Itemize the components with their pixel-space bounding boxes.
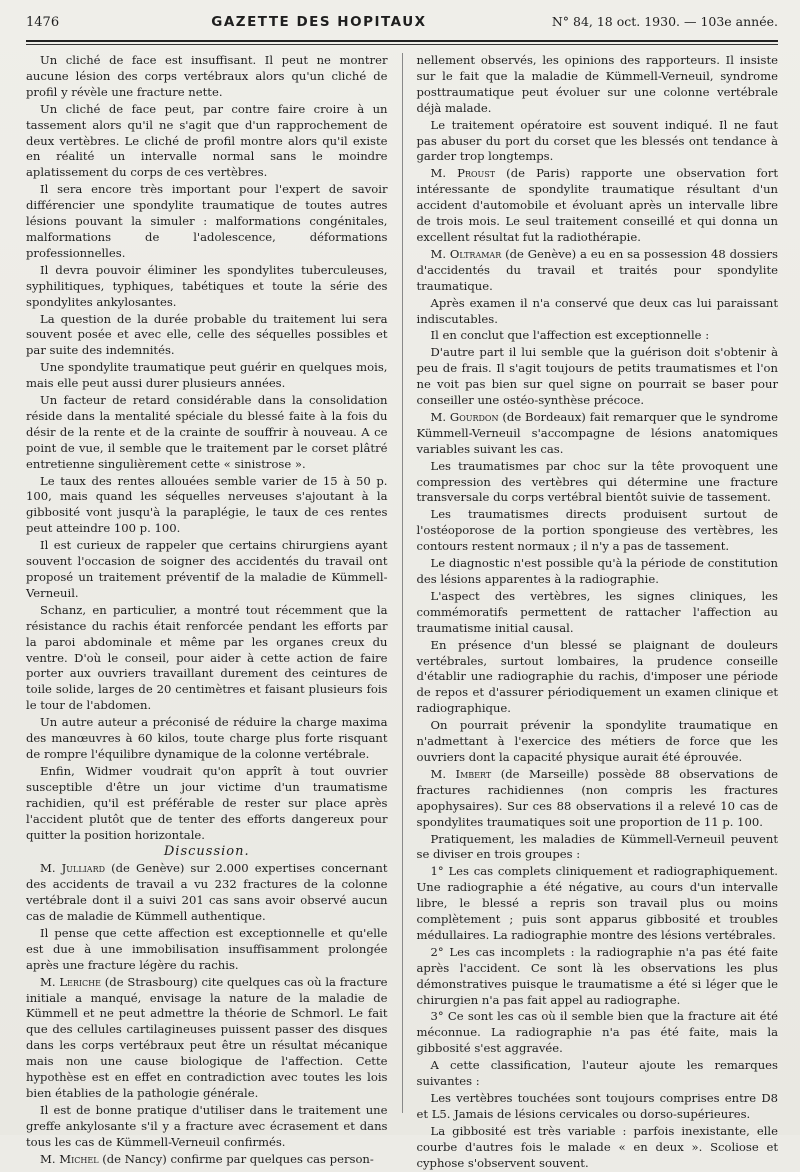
paragraph: Il sera encore très important pour l'expert de savoir différencier une spondylite traumatique de toutes autres lésions pouvant la simuler : malformations congénitales, malformations de l'adolescence, déformations professionnelles. bbox=[26, 182, 388, 260]
paragraph: Il est de bonne pratique d'utiliser dans le traitement une greffe ankylosante s'il y a fracture avec écrasement et dans tous les cas de Kümmell-Verneuil confirmés. bbox=[26, 1102, 388, 1149]
paragraph: Un cliché de face est insuffisant. Il peut ne montrer aucune lésion des corps vertébraux alors qu'un cliché de profil y révèle une fracture nette. bbox=[26, 53, 388, 99]
header-rule bbox=[26, 40, 778, 42]
speaker-name: M. Leriche bbox=[40, 974, 101, 989]
paragraph: Un facteur de retard considérable dans la consolidation réside dans la mentalité spéciale du blessé faite à la fois du désir de la rente et de la crainte de souffrir à nouveau. A ce point de vue, il semble que le traitement par le corset plâtré entretienne singulièrement cette « sinistrose ». bbox=[26, 393, 388, 471]
header-rule-thin bbox=[26, 44, 778, 45]
paragraph: Le traitement opératoire est souvent indiqué. Il ne faut pas abuser du port du corset que les blessés ont tendance à garder trop longtemps. bbox=[416, 117, 778, 164]
speaker-name: M. Oltramar bbox=[430, 246, 502, 261]
paragraph bbox=[417, 767, 779, 831]
section-heading-discussion: Discussion. bbox=[163, 844, 250, 860]
paragraph: Il pense que cette affection est exceptionnelle et qu'elle est due à une immobilisation insuffisamment prolongée après une fracture légère du rachis. bbox=[26, 925, 388, 972]
paragraph: L'aspect des vertèbres, les signes cliniques, les commémoratifs permettent de rattacher l'affection au traumatisme initial causal. bbox=[416, 588, 778, 635]
paragraph: Pratiquement, les maladies de Kümmell-Verneuil peuvent se diviser en trois groupes : bbox=[416, 831, 778, 862]
speaker-name: M. Michel bbox=[40, 1151, 99, 1166]
paragraph: En présence d'un blessé se plaignant de douleurs vertébrales, surtout lombaires, la prudence conseille d'établir une radiographie du rachis, d'imposer une période de repos et d'assurer périodiquement un examen clinique et radiographique. bbox=[416, 637, 778, 716]
paragraph bbox=[26, 861, 388, 925]
paragraph: Enfin, Widmer voudrait qu'on apprît à tout ouvrier susceptible d'être un jour victime d'un traumatisme rachidien, qu'il est préférable de rester sur place après l'accident plutôt que de tenter des efforts dangereux pour quitter la position horizontale. bbox=[26, 763, 388, 842]
paragraph: La question de la durée probable du traitement lui sera souvent posée et avec elle, celle des séquelles possibles et par suite des indemnités. bbox=[26, 311, 388, 358]
paragraph: Un autre auteur a préconisé de réduire la charge maxima des manœuvres à 60 kilos, toute charge plus forte risquant de rompre l'équilibre dynamique de la colonne vertébrale. bbox=[26, 715, 388, 761]
paragraph: 2° Les cas incomplets : la radiographie n'a pas été faite après l'accident. Ce sont là les observations les plus démonstratives puisque le traumatisme a été si léger que le chirurgien n'a pas fait appel au radiographe. bbox=[416, 944, 778, 1007]
paragraph: Il devra pouvoir éliminer les spondylites tuberculeuses, syphilitiques, typhiques, tabétiques et toute la série des spondylites ankylosantes. bbox=[26, 262, 388, 309]
paragraph: Un cliché de face peut, par contre faire croire à un tassement alors qu'il ne s'agit que d'un rapprochement de deux vertèbres. Le cliché de profil montre alors qu'il existe en réalité un intervalle normal sans le moindre aplatissement du corps de ces vertèbres. bbox=[26, 101, 388, 180]
paragraph: A cette classification, l'auteur ajoute les remarques suivantes : bbox=[416, 1058, 778, 1089]
left-column bbox=[26, 53, 403, 1166]
paragraph: La gibbosité est très variable : parfois inexistante, elle courbe d'autres fois le malade « en deux ». Scoliose et cyphose s'observent souvent. bbox=[416, 1123, 778, 1170]
paragraph bbox=[417, 247, 779, 295]
paragraph-text: (de Nancy) confirme par quelques cas person- bbox=[98, 1151, 374, 1166]
paragraph bbox=[26, 975, 388, 1102]
paragraph: 1° Les cas complets cliniquement et radiographiquement. Une radiographie a été négative, au cours d'un intervalle libre, le blessé a repris son travail plus ou moins complètement ; puis sont apparus gibbosité et troubles médullaires. La radiographie montre des lésions vertébrales. bbox=[416, 864, 778, 942]
page-number: 1476 bbox=[26, 15, 60, 30]
paragraph bbox=[417, 410, 779, 458]
issue-info: N° 84, 18 oct. 1930. — 103e année. bbox=[551, 14, 778, 29]
speaker-name: M. Julliard bbox=[40, 861, 106, 876]
paragraph: Les vertèbres touchées sont toujours comprises entre D8 et L5. Jamais de lésions cervicales ou dorso-supérieures. bbox=[416, 1091, 778, 1121]
paragraph bbox=[417, 166, 779, 246]
page-header bbox=[26, 14, 778, 36]
paragraph: Schanz, en particulier, a montré tout récemment que la résistance du rachis était renforcée pendant les efforts par la paroi abdominale et même par les organes creux du ventre. D'où le conseil, pour aider à cette action de faire porter aux ouvriers travaillant durement des ceintures de toile solide, larges de 20 centimètres et faisant plusieurs fois le tour de l'abdomen. bbox=[26, 602, 388, 713]
speaker-name: M. Imbert bbox=[430, 766, 492, 781]
paragraph: Les traumatismes directs produisent surtout de l'ostéoporose de la portion spongieuse des vertèbres, les contours restent normaux ; il n'y a pas de tassement. bbox=[416, 507, 778, 554]
paragraph: Les traumatismes par choc sur la tête provoquent une compression des vertèbres qui détermine une fracture transversale du corps vertébral bientôt suivie de tassement. bbox=[416, 458, 778, 505]
paragraph: Après examen il n'a conservé que deux cas lui paraissant indiscutables. bbox=[416, 295, 778, 326]
article-columns bbox=[26, 53, 779, 1170]
paragraph-text: (de Genève) a eu en sa possession 48 dossiers d'accidentés du travail et traités pour spondylite traumatique. bbox=[416, 246, 778, 293]
paragraph-text: (de Strasbourg) cite quelques cas où la fracture initiale a manqué, envisage la nature de la maladie de Kümmell et ne peut admettre la théorie de Schmorl. Le fait que des cellules cartilagineuses puissent passer des disques dans les corps vertébraux peut être un résultat mécanique mais non une cause biologique de l'affection. Cette hypothèse est en effet en contradiction avec toutes les lois bien établies de la pathologie générale. bbox=[26, 974, 388, 1100]
paragraph-text: (de Genève) sur 2.000 expertises concernant des accidents de travail a vu 232 fractures de la colonne vertébrale dont il a suivi 201 cas sans avoir observé aucun cas de maladie de Kümmell authentique. bbox=[26, 861, 388, 924]
paragraph-text: (de Bordeaux) fait remarquer que le syndrome Kümmell-Verneuil s'accompagne de lésions anatomiques variables suivant les cas. bbox=[416, 409, 778, 456]
paragraph: D'autre part il lui semble que la guérison doit s'obtenir à peu de frais. Il s'agit toujours de petits traumatismes et l'on ne voit pas bien sur quel signe on pourrait se baser pour conseiller une ostéo-synthèse précoce. bbox=[416, 345, 778, 408]
paragraph-text: (de Paris) rapporte une observation fort intéressante de spondylite traumatique résultant d'un accident d'automobile et évoluant après un intervalle libre de trois mois. Le seul traitement conseillé et qui donna un excellent résultat fut la radiothérapie. bbox=[416, 166, 778, 244]
paragraph: 3° Ce sont les cas où il semble bien que la fracture ait été méconnue. La radiographie n'a pas été faite, mais la gibbosité s'est aggravée. bbox=[416, 1009, 778, 1056]
paragraph: On pourrait prévenir la spondylite traumatique en n'admettant à l'exercice des métiers de force que les ouvriers dont la capacité physique aurait été éprouvée. bbox=[416, 718, 778, 764]
paragraph-text: (de Marseille) possède 88 observations de fractures rachidiennes (non compris les fractures apophysaires). Sur ces 88 observations il a relevé 10 cas de spondylites traumatiques soit une proportion de 11 p. 100. bbox=[416, 766, 779, 829]
paragraph bbox=[26, 1152, 388, 1168]
speaker-name: M. Gourdon bbox=[430, 409, 499, 424]
paragraph: Le diagnostic n'est possible qu'à la période de constitution des lésions apparentes à la radiographie. bbox=[416, 556, 778, 586]
paragraph: Une spondylite traumatique peut guérir en quelques mois, mais elle peut aussi durer plusieurs années. bbox=[26, 360, 388, 391]
paragraph: Il est curieux de rappeler que certains chirurgiens ayant souvent l'occasion de soigner des accidentés du travail ont proposé un traitement préventif de la maladie de Kümmell-Verneuil. bbox=[26, 538, 388, 600]
journal-title: GAZETTE DES HOPITAUX bbox=[211, 14, 427, 30]
paragraph: Le taux des rentes allouées semble varier de 15 à 50 p. 100, mais quand les séquelles nerveuses s'ajoutant à la gibbosité vont jusqu'à la paraplégie, le taux de ces rentes peut atteindre 100 p. 100. bbox=[26, 473, 388, 536]
right-column bbox=[403, 53, 779, 1170]
paragraph: nellement observés, les opinions des rapporteurs. Il insiste sur le fait que la maladie de Kümmell-Verneuil, syndrome posttraumatique peut évoluer sur une colonne vertébrale déjà malade. bbox=[416, 53, 778, 115]
paragraph: Il en conclut que l'affection est exceptionnelle : bbox=[430, 328, 710, 343]
speaker-name: M. Proust bbox=[430, 166, 496, 181]
